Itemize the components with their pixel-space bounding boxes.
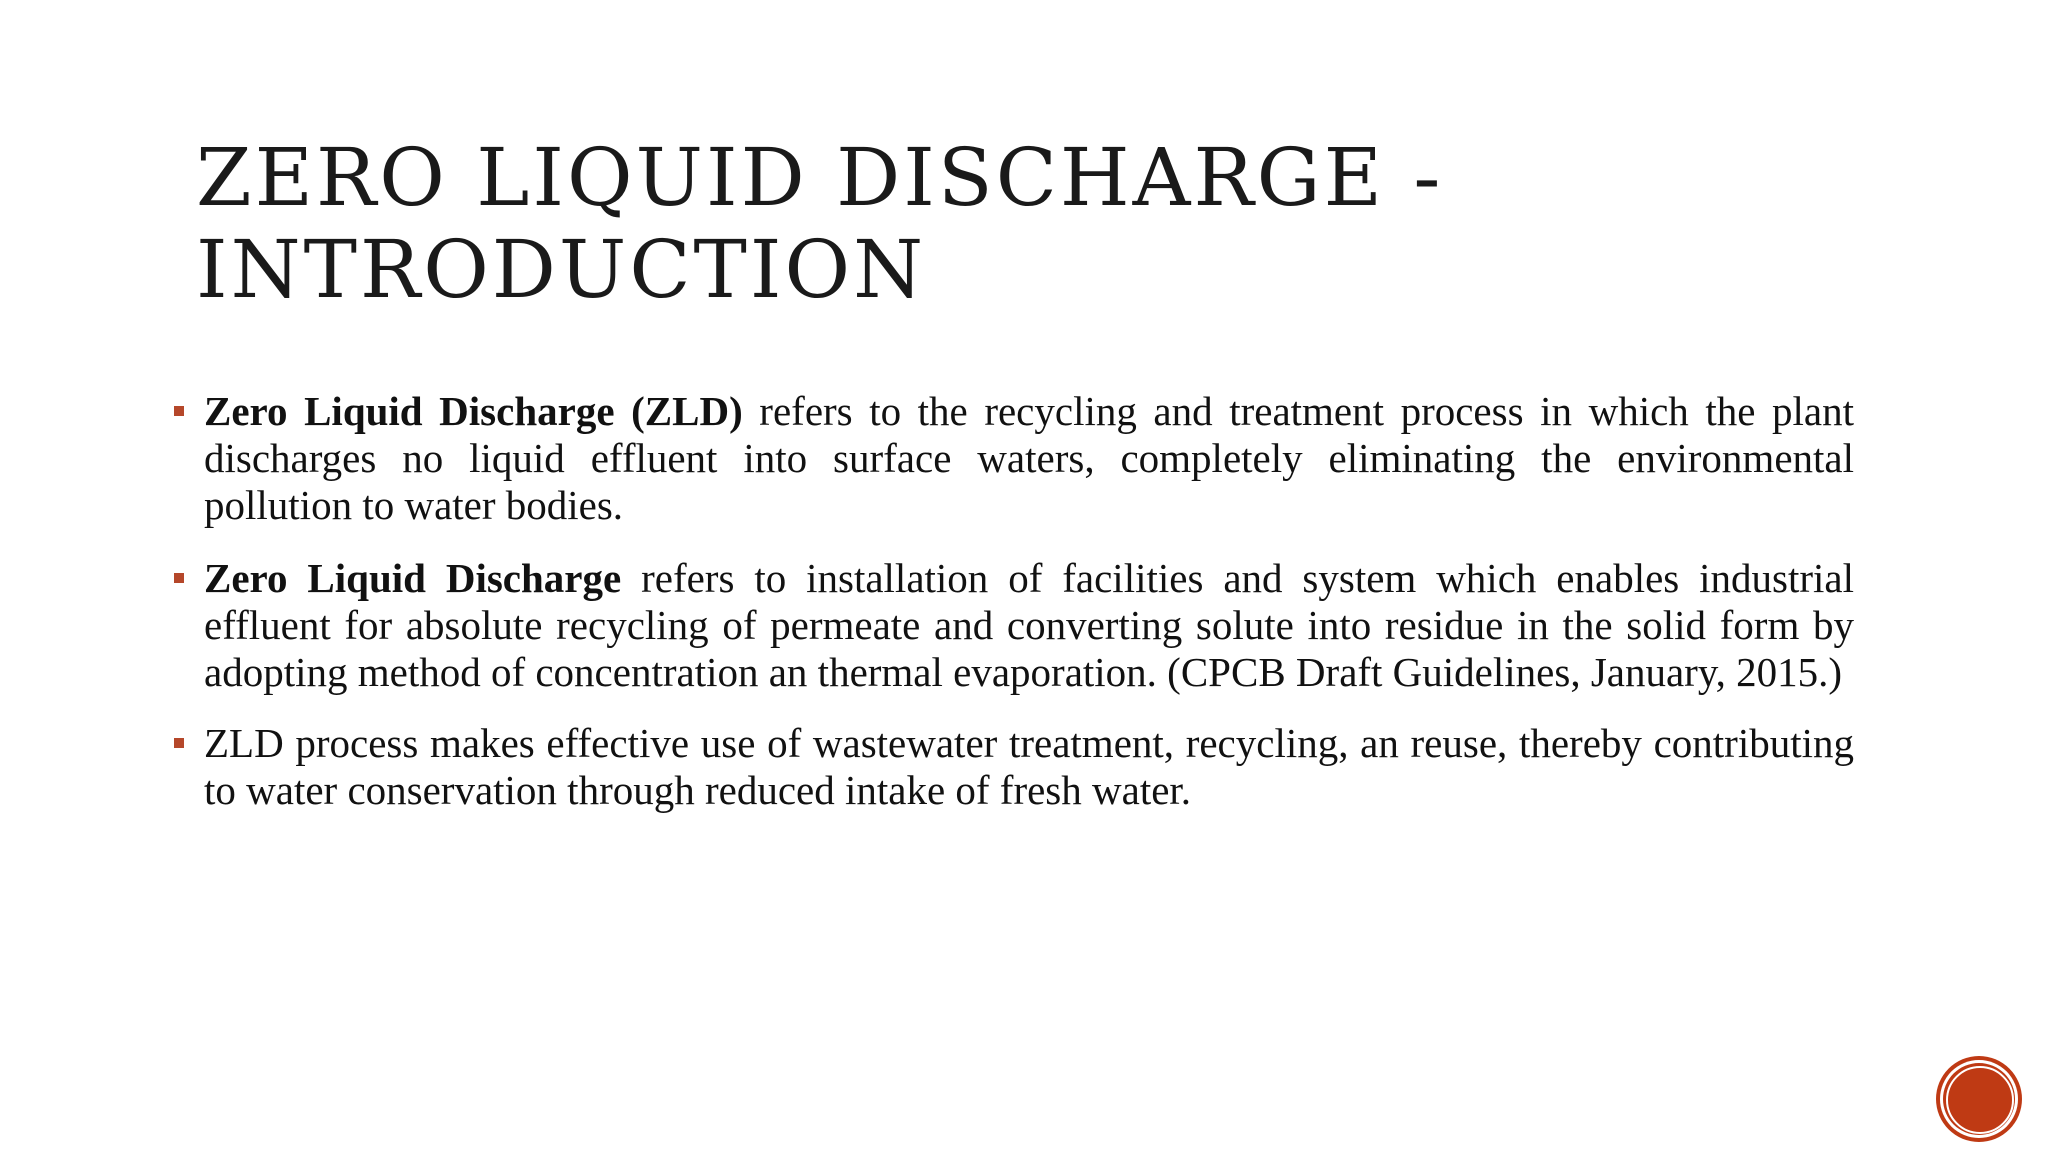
slide-title-line-1: ZERO LIQUID DISCHARGE - bbox=[196, 131, 1444, 224]
bullet-term: Zero Liquid Discharge bbox=[204, 555, 622, 601]
square-bullet-icon bbox=[174, 406, 184, 416]
bullet-item-1 bbox=[174, 388, 1854, 529]
slide-title bbox=[196, 132, 1796, 316]
circle-badge-icon[interactable] bbox=[1940, 1060, 2018, 1138]
bullet-text: ZLD process makes effective use of wastewater treatment, recycling, an reuse, thereby contributing to water conservation through reduced intake of fresh water. bbox=[204, 720, 1854, 813]
bullet-term: Zero Liquid Discharge (ZLD) bbox=[204, 388, 743, 434]
bullet-item-3 bbox=[174, 720, 1854, 814]
bullet-text: refers to installation of facilities and system which enables industrial effluent for absolute recycling of permeate and converting solute into residue in the solid form by adopting method of concentration an thermal evaporation. (CPCB Draft Guidelines, January, 2015.) bbox=[204, 555, 1855, 695]
square-bullet-icon bbox=[174, 573, 184, 583]
badge-ring bbox=[1946, 1066, 2014, 1134]
slide-title-line-2: INTRODUCTION bbox=[196, 223, 927, 316]
square-bullet-icon bbox=[174, 738, 184, 748]
bullet-list bbox=[174, 388, 1854, 840]
bullet-item-2 bbox=[174, 555, 1854, 696]
bullet-text: refers to the recycling and treatment process in which the plant discharges no liquid effluent into surface waters, completely eliminating the environmental pollution to water bodies. bbox=[204, 388, 1855, 528]
